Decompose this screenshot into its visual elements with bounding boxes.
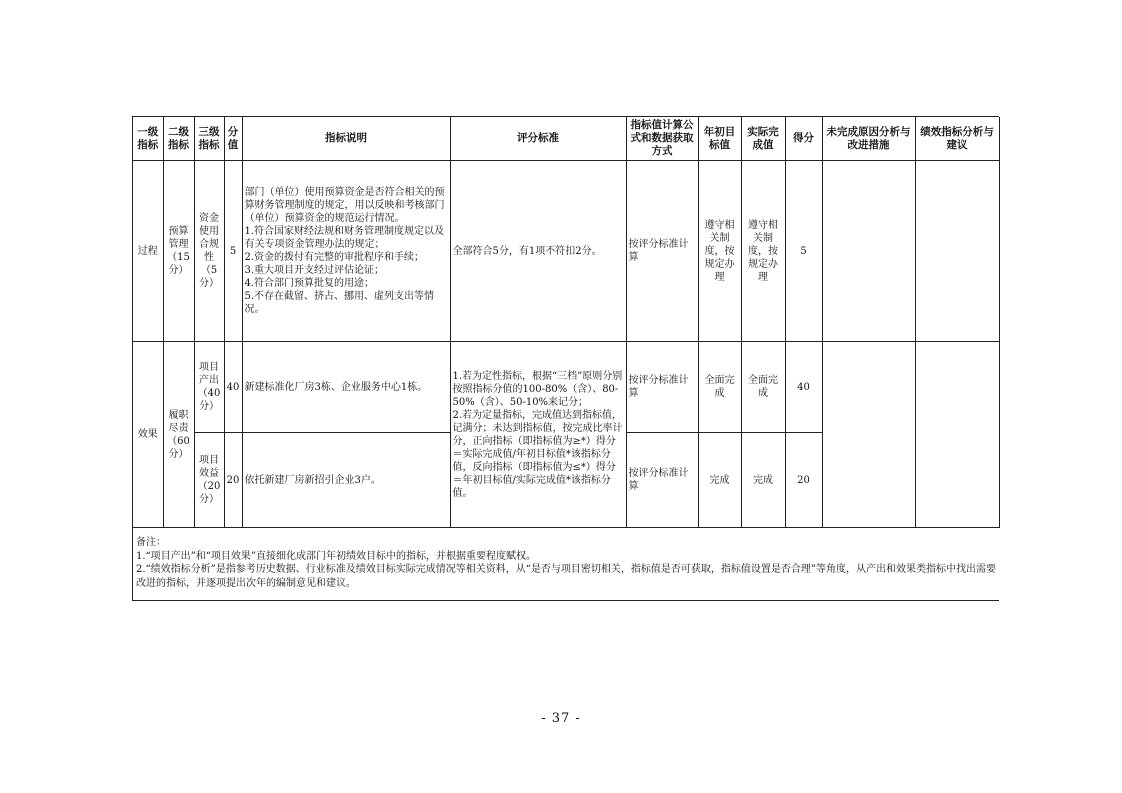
cell-criteria-process: 全部符合5分，有1项不符扣2分。: [450, 161, 626, 342]
cell-level2-budget: 预算管理（15分）: [163, 161, 194, 342]
table-header-row: [133, 117, 999, 161]
cell-actual-process: 遵守相关制度，按规定办理: [741, 161, 785, 342]
cell-calc-method-benefit: 按评分标准计算: [626, 433, 698, 528]
header-level2: 二级指标: [163, 117, 194, 161]
cell-description-process: 部门（单位）使用预算资金是否符合相关的预算财务管理制度的规定，用以反映和考核部门（单位）预算资金的规范运行情况。 1.符合国家财经法规和财务管理制度规定以及有关专项资金管理办法的规定； 2.资金的拨付有完整的审批程序和手续； 3.重大项目开支经过评估论证； 4.符合部门预算批复的用途； 5.不存在截留、挤占、挪用、虚列支出等情况。: [242, 161, 450, 342]
cell-description-benefit: 依托新建厂房新招引企业3户。: [242, 433, 450, 528]
header-target: 年初目标值: [698, 117, 741, 161]
notes-line-2: 2.“绩效指标分析”是指参考历史数据、行业标准及绩效目标实际完成情况等相关资料，从“是否与项目密切相关，指标值是否可获取，指标值设置是否合理”等角度，从产出和效果类指标中找出需要改进的指标，并逐项提出次年的编制意见和建议。: [136, 564, 996, 589]
header-description: 指标说明: [242, 117, 450, 161]
cell-score-value-benefit: 20: [224, 433, 242, 528]
page-number: - 37 -: [541, 711, 581, 726]
cell-actual-output: 全面完成: [741, 342, 785, 433]
cell-analysis-process: [915, 161, 999, 342]
cell-criteria-effect: 1.若为定性指标，根据“三档”原则分别按照指标分值的100-80%（含）、80-50%（含）、50-10%来记分； 2.若为定量指标，完成值达到指标值，记满分；未达到指标值，按完成比率计分，正向指标（即指标值为≥*）得分＝实际完成值/年初目标值*该指标分值，反向指标（即指标值为≤*）得分＝年初目标值/实际完成值*该指标分值。: [450, 342, 626, 528]
table-row-output: [133, 342, 999, 433]
header-criteria: 评分标准: [450, 117, 626, 161]
cell-level3-benefit: 项目效益（20分）: [194, 433, 224, 528]
cell-actual-benefit: 完成: [741, 433, 785, 528]
cell-score-value-process: 5: [224, 161, 242, 342]
cell-reason-effect: [822, 342, 915, 528]
cell-level3-output: 项目产出（40分）: [194, 342, 224, 433]
header-analysis: 绩效指标分析与建议: [915, 117, 999, 161]
table-row-process: [133, 161, 999, 342]
header-level1: 一级指标: [133, 117, 163, 161]
cell-score-value-output: 40: [224, 342, 242, 433]
cell-target-process: 遵守相关制度，按规定办理: [698, 161, 741, 342]
cell-level3-compliance: 资金使用合规性（5分）: [194, 161, 224, 342]
header-reason: 未完成原因分析与改进措施: [822, 117, 915, 161]
notes-section: [133, 528, 999, 600]
notes-line-1: 1.“项目产出”和“项目效果”直接细化成部门年初绩效目标中的指标，并根据重要程度赋权。: [136, 550, 536, 562]
cell-score-process: 5: [785, 161, 822, 342]
performance-evaluation-table: [133, 117, 1000, 528]
cell-calc-method-process: 按评分标准计算: [626, 161, 698, 342]
cell-level1-process: 过程: [133, 161, 163, 342]
cell-score-benefit: 20: [785, 433, 822, 528]
performance-table-sheet: [132, 116, 999, 601]
cell-analysis-effect: [915, 342, 999, 528]
cell-level1-effect: 效果: [133, 342, 163, 528]
cell-reason-process: [822, 161, 915, 342]
header-level3: 三级指标: [194, 117, 224, 161]
cell-description-output: 新建标准化厂房3栋、企业服务中心1栋。: [242, 342, 450, 433]
cell-target-output: 全面完成: [698, 342, 741, 433]
cell-score-output: 40: [785, 342, 822, 433]
cell-calc-method-output: 按评分标准计算: [626, 342, 698, 433]
cell-target-benefit: 完成: [698, 433, 741, 528]
header-calc-method: 指标值计算公式和数据获取方式: [626, 117, 698, 161]
header-actual: 实际完成值: [741, 117, 785, 161]
header-score: 得分: [785, 117, 822, 161]
notes-title: 备注：: [136, 537, 166, 548]
cell-level2-duty: 履职尽责（60分）: [163, 342, 194, 528]
header-score-value: 分值: [224, 117, 242, 161]
